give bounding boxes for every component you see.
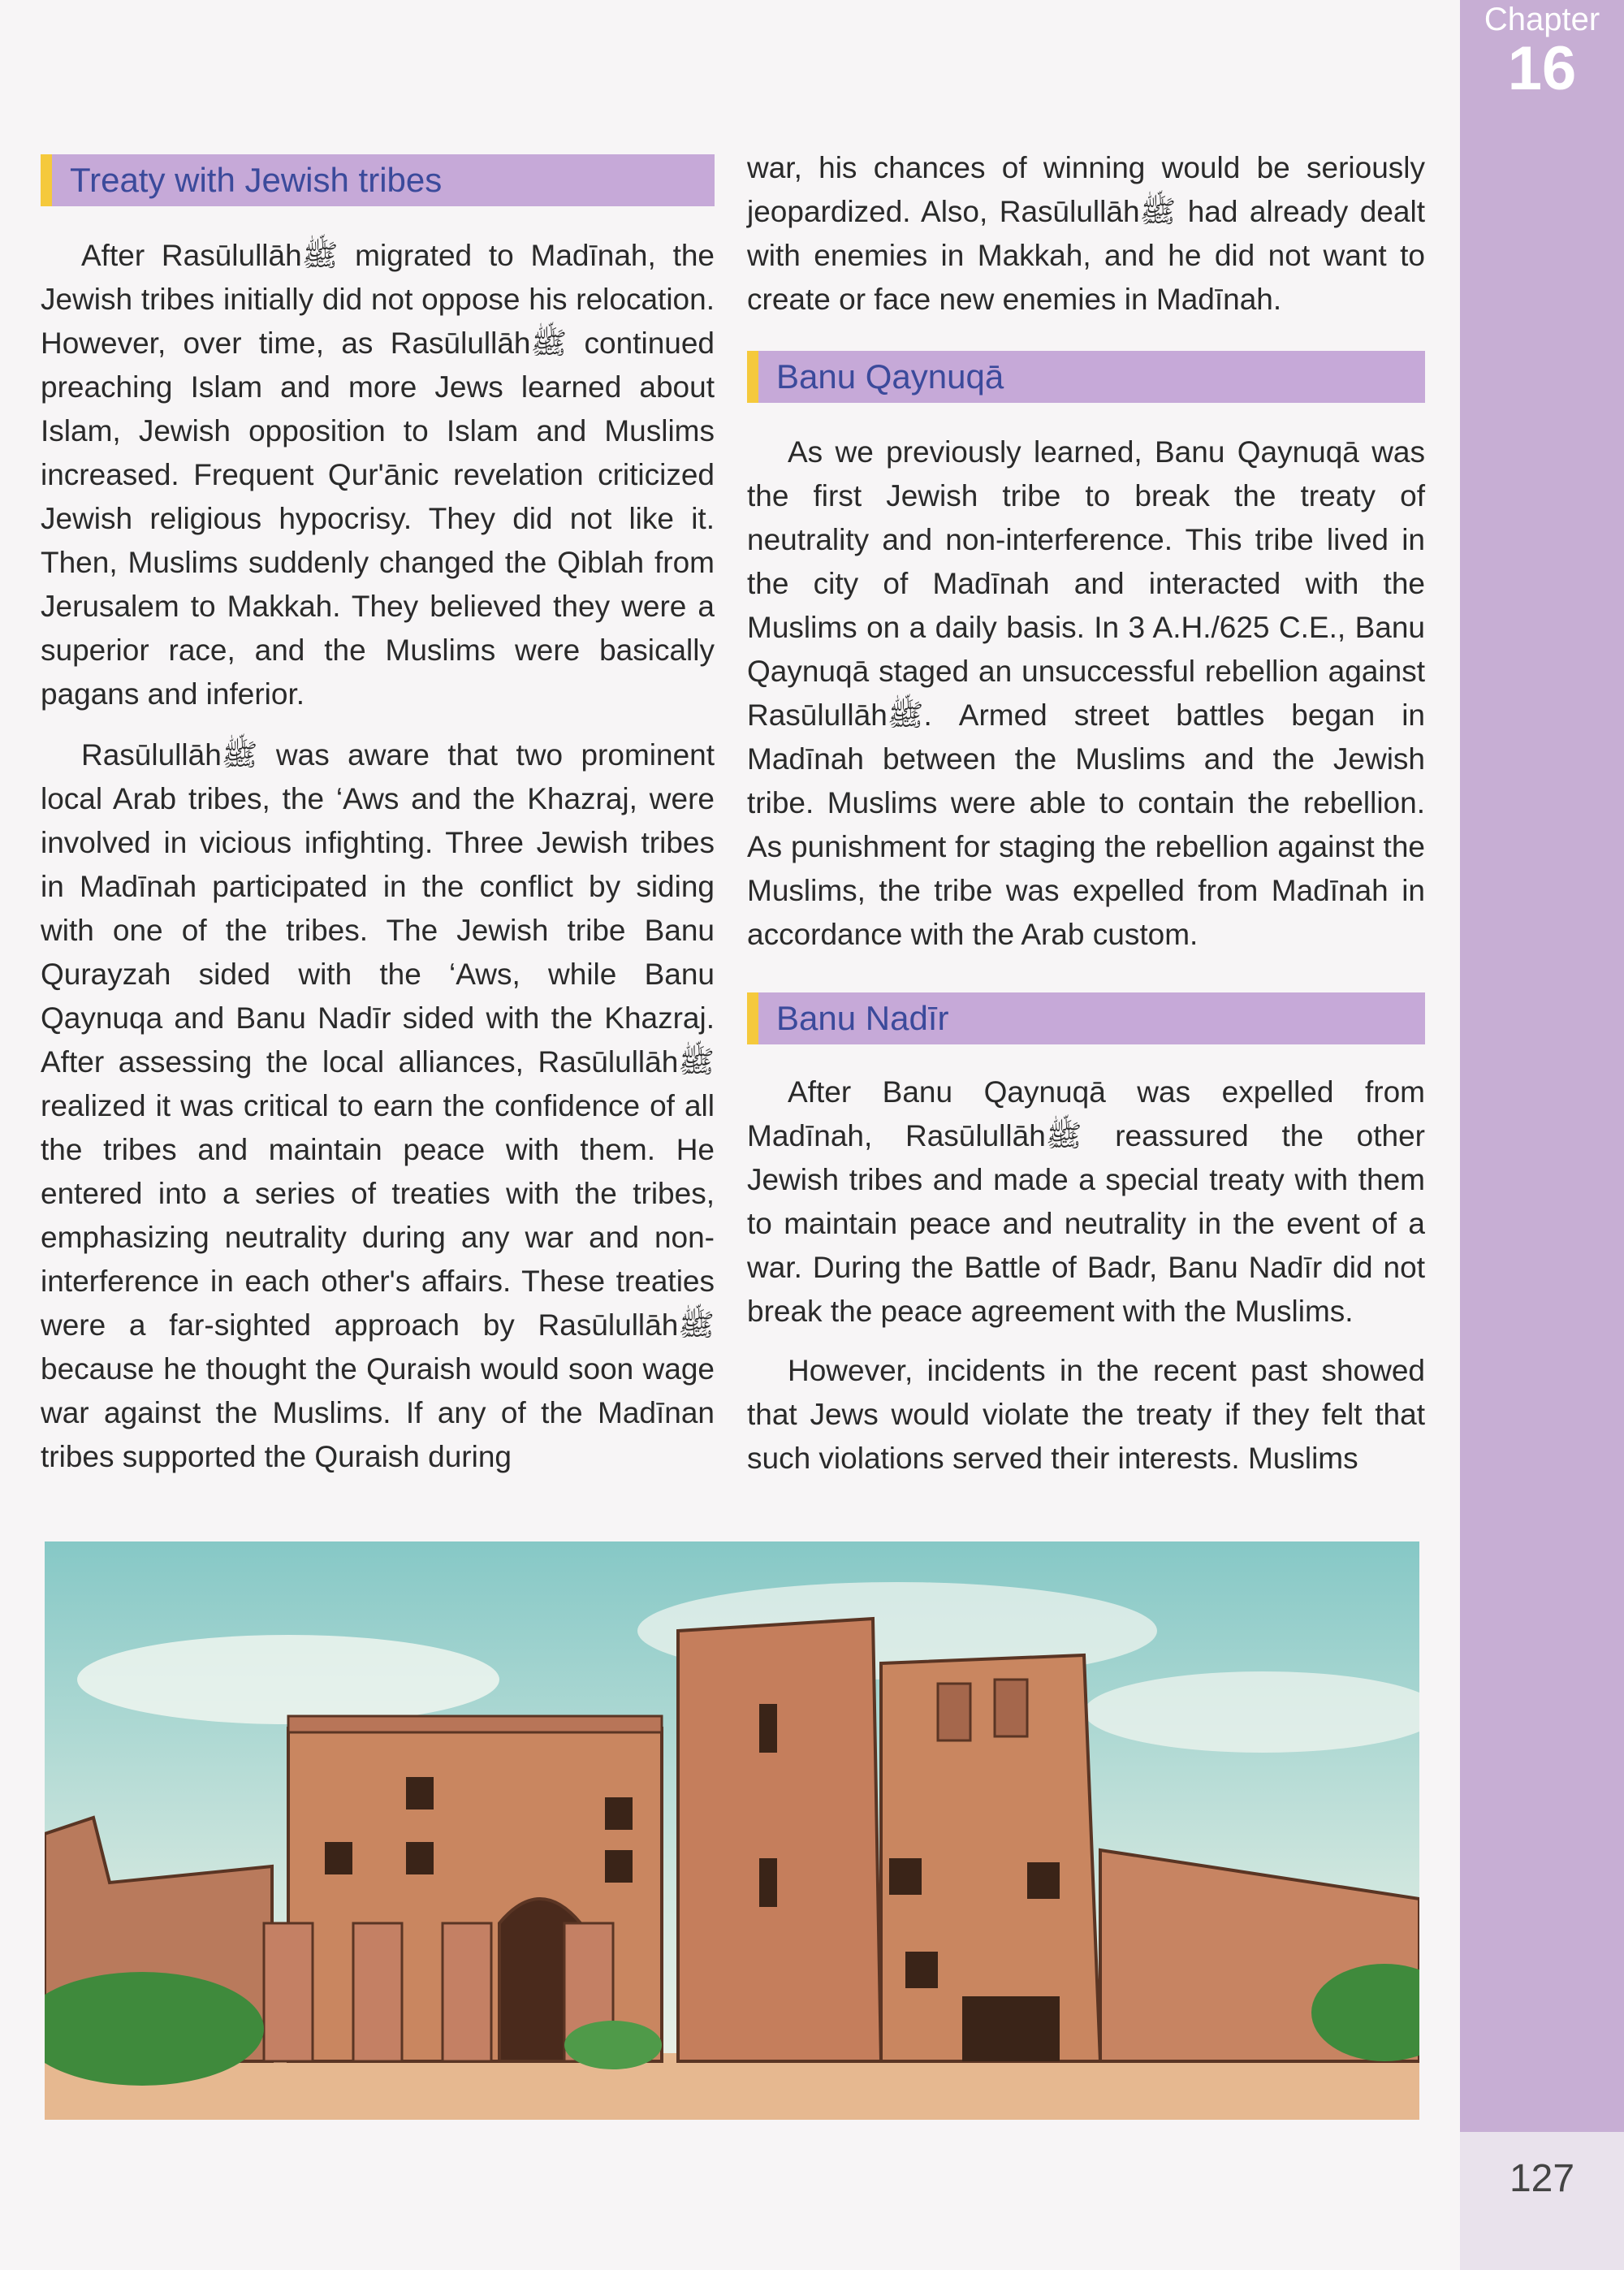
column	[443, 1923, 491, 2061]
fortress-illustration	[45, 1541, 1419, 2120]
window	[759, 1704, 777, 1753]
window	[406, 1842, 434, 1874]
paragraph-treaty-1: After Rasūlullāhﷺ migrated to Madīnah, the Jewish tribes initially did not oppose his relocation. However, over time, as Rasūlullāhﷺ continued preaching Islam and more Jews learned about Islam, Jewish opposition to Islam and Muslims increased. Frequent Qur'ānic revelation criticized Jewish religious hypocrisy. They did not like it. Then, Muslims suddenly changed the Qiblah from Jerusalem to Makkah. They believed they were a superior race, and the Muslims were basically pagans and inferior.	[41, 239, 715, 711]
paragraph-treaty-2: Rasūlullāhﷺ was aware that two prominent local Arab tribes, the ‘Aws and the Khazraj, were involved in vicious infighting. Three Jewish tribes in Madīnah participated in the conflict by siding with one of the tribes. The Jewish tribe Banu Qurayzah sided with the ‘Aws, while Banu Qaynuqa and Banu Nadīr sided with the Khazraj. After assessing the local alliances, Rasūlullāhﷺ realized it was critical to earn the confidence of all the tribes and maintain peace with them. He entered into a series of treaties with the tribes, emphasizing neutrality during any war and non-interference in each other's affairs. These treaties were a far-sighted approach by Rasūlullāhﷺ because he thought the Quraish would soon wage war against the Muslims. If any of the Madīnan tribes supported the Quraish during	[41, 738, 715, 1473]
sidebar-footer	[1460, 2132, 1624, 2270]
window	[325, 1842, 352, 1874]
battlement	[288, 1716, 662, 1732]
column	[264, 1923, 313, 2061]
cloud	[77, 1635, 499, 1724]
central-tower	[678, 1619, 881, 2061]
merlon	[995, 1680, 1027, 1736]
paragraph-continuation: war, his chances of winning would be seriously jeopardized. Also, Rasūlullāhﷺ had already dealt with enemies in Makkah, and he did not want to create or face new enemies in Madīnah.	[747, 151, 1425, 316]
column	[353, 1923, 402, 2061]
window	[905, 1952, 938, 1988]
chapter-number: 16	[1507, 34, 1577, 103]
section-heading-qaynuqa: Banu Qaynuqā	[747, 351, 1425, 403]
section-heading-nadir: Banu Nadīr	[747, 992, 1425, 1044]
window	[406, 1777, 434, 1810]
ground	[45, 2053, 1419, 2120]
tower-door	[962, 1996, 1060, 2061]
paragraph-qaynuqa: As we previously learned, Banu Qaynuqā was the first Jewish tribe to break the treaty of neutrality and non-interference. This tribe lived in the city of Madīnah and interacted with the Muslims on a daily basis. In 3 A.H./625 C.E., Banu Qaynuqā staged an unsuccessful rebellion against Rasūlullāhﷺ. Armed street battles began in Madīnah between the Muslims and the Jewish tribe. Muslims were able to contain the rebellion. As punishment for staging the rebellion against the Muslims, the tribe was expelled from Madīnah in accordance with the Arab custom.	[747, 435, 1425, 951]
shrub	[564, 2021, 662, 2069]
fortress-picture	[45, 1541, 1419, 2120]
paragraph-nadir-2: However, incidents in the recent past showed that Jews would violate the treaty if they felt that such violations served their interests. Muslims	[747, 1354, 1425, 1475]
paragraph-nadir-1: After Banu Qaynuqā was expelled from Madīnah, Rasūlullāhﷺ reassured the other Jewish tribes and made a special treaty with them to maintain peace and neutrality in the event of a war. During the Battle of Badr, Banu Nadīr did not break the peace agreement with the Muslims.	[747, 1075, 1425, 1328]
chapter-label: Chapter	[1484, 2, 1600, 37]
merlon	[938, 1684, 970, 1740]
window	[759, 1858, 777, 1907]
window	[605, 1797, 633, 1830]
section-heading-treaty: Treaty with Jewish tribes	[41, 154, 715, 206]
chapter-sidebar	[1460, 0, 1624, 2132]
page-number: 127	[1509, 2157, 1575, 2200]
window	[889, 1858, 922, 1895]
window	[1027, 1862, 1060, 1899]
window	[605, 1850, 633, 1883]
